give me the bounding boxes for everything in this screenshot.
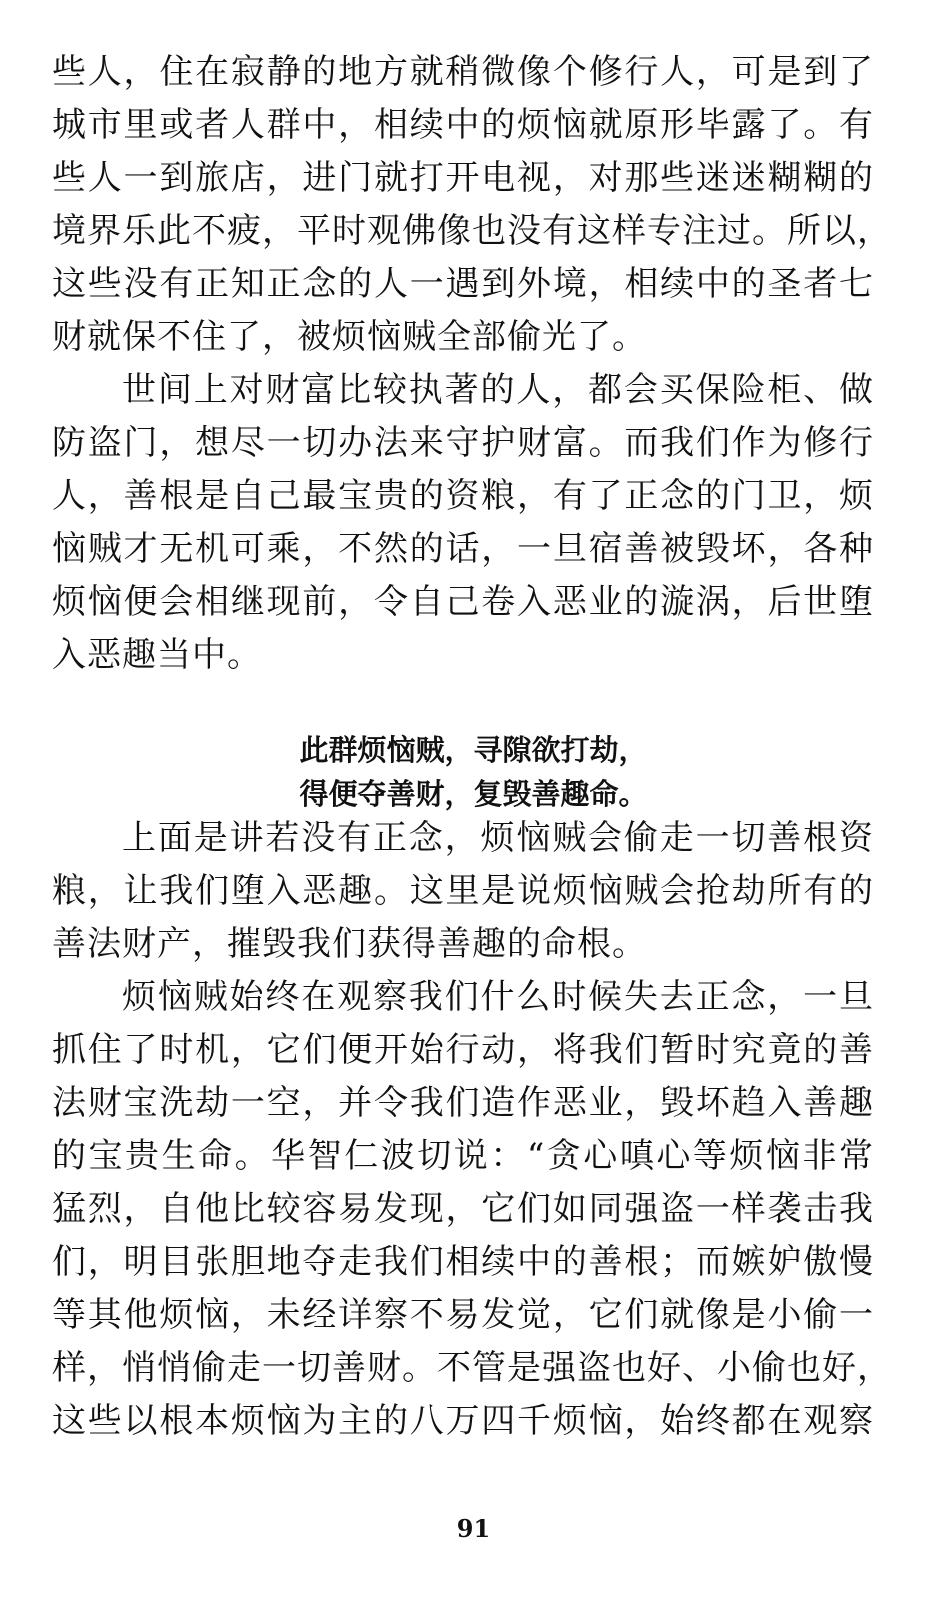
text-line: 些人，住在寂静的地方就稍微像个修行人，可是到了 [52,52,874,92]
text-line: 财就保不住了，被烦恼贼全部偷光了。 [52,317,647,357]
text-line: 们，明目张胆地夺走我们相续中的善根；而嫉妒傲慢 [52,1242,874,1282]
text-line: 抓住了时机，它们便开始行动，将我们暂时究竟的善 [52,1030,874,1070]
text-line: 些人一到旅店，进门就打开电视，对那些迷迷糊糊的 [52,158,874,198]
text-line: 烦恼贼始终在观察我们什么时候失去正念，一旦 [122,977,874,1017]
text-line: 上面是讲若没有正念，烦恼贼会偷走一切善根资 [122,818,874,858]
verse-line-1: 此群烦恼贼，寻隙欲打劫， [299,733,648,767]
text-line: 城市里或者人群中，相续中的烦恼就原形毕露了。有 [52,105,874,145]
text-line: 境界乐此不疲，平时观佛像也没有这样专注过。所以， [52,211,892,251]
text-block-1 [52,46,892,682]
verse-line-2: 得便夺善财，复毁善趣命。 [299,777,648,811]
text-line: 样，悄悄偷走一切善财。不管是强盗也好、小偷也好， [52,1348,892,1388]
verse-block [0,728,947,816]
text-line: 等其他烦恼，未经详察不易发觉，它们就像是小偷一 [52,1295,874,1335]
text-block-2 [52,812,892,1448]
text-line: 烦恼便会相继现前，令自己卷入恶业的漩涡，后世堕 [52,582,874,622]
page-number: 91 [456,1514,491,1543]
text-line: 人，善根是自己最宝贵的资粮，有了正念的门卫，烦 [52,476,874,516]
text-line: 世间上对财富比较执著的人，都会买保险柜、做 [122,370,874,410]
text-line: 这些没有正知正念的人一遇到外境，相续中的圣者七 [52,264,874,304]
text-line: 恼贼才无机可乘，不然的话，一旦宿善被毁坏，各种 [52,529,874,569]
text-line: 猛烈，自他比较容易发现，它们如同强盗一样袭击我 [52,1189,874,1229]
text-line: 善法财产，摧毁我们获得善趣的命根。 [52,924,647,964]
text-line: 粮，让我们堕入恶趣。这里是说烦恼贼会抢劫所有的 [52,871,874,911]
text-line: 法财宝洗劫一空，并令我们造作恶业，毁坏趋入善趣 [52,1083,874,1123]
text-line: 的宝贵生命。华智仁波切说：“贪心嗔心等烦恼非常 [52,1136,874,1176]
text-line: 防盗门，想尽一切办法来守护财富。而我们作为修行 [52,423,874,463]
text-line: 这些以根本烦恼为主的八万四千烦恼，始终都在观察 [52,1401,874,1441]
text-line: 入恶趣当中。 [52,635,262,675]
